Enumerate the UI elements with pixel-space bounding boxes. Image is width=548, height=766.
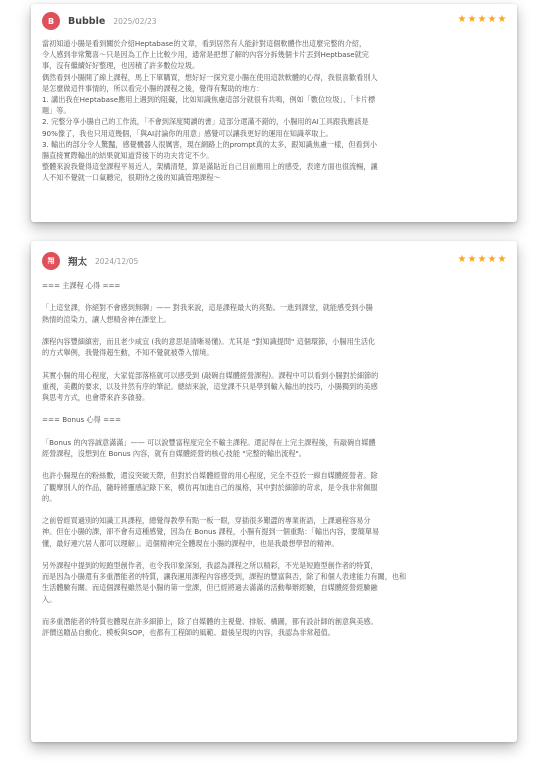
review-text-line: 其實小腸的用心程度，大家從部落格就可以感受到 (敲碗自媒體經營課程)。課程中可以看到小腸對於細節的 [42,370,379,380]
star-icon: ★ [467,14,477,25]
review-date: 2025/02/23 [113,16,157,26]
review-text-line: 了觀摩別人的作品，隨時將靈感記錄下來，模仿再加進自己的風格，其中對於細節的苛求，是令我非常佩服 [42,482,378,492]
review-text-line: 熱情的渲染力，讓人想精舍神在課堂上。 [42,314,171,324]
review-body [42,38,509,184]
avatar: B [42,12,60,30]
star-icon: ★ [497,14,507,25]
paragraph-gap [42,358,509,369]
star-rating [457,254,507,266]
review-header [42,10,509,32]
review-text-line: === 主課程 心得 === [42,281,121,290]
star-icon: ★ [477,14,487,25]
review-text-line: === Bonus 心得 === [42,415,122,425]
review-text-line: 另外課程中提到的短跑型創作者，也令我印象深刻，我認為課程之所以精彩，不光是短跑型創作者的特質， [42,560,378,570]
review-text-line: 生活體驗有關。而這個課程雖然是小腸的第一堂課，但已經將過去滿滿的活動舉辦經驗，自媒體經營經驗融 [42,583,378,593]
review-text-line: 偶然看到小腸開了線上課程，馬上下單購買，想好好一探究竟小腸在使用這款軟體的心得，我很喜歡看別人 [42,72,378,82]
paragraph-gap [42,291,509,302]
star-icon: ★ [487,254,497,265]
review-text-line: 的方式舉例，我覺得超生動，不知不覺就被帶入情境。 [42,348,214,358]
review-text-line: 1. 講出我在Heptabase應用上遇到的阻礙，比如知識焦慮這部分就很有共鳴，例如「數位垃圾」、「卡片標 [42,95,376,105]
paragraph-gap [42,549,509,560]
review-text-line: 神。但在小腸的課，卻不會有這種感覺，因為在 Bonus 課程，小腸有提到一個重點：「輸出內容，要簡單易 [42,527,380,537]
review-card [31,241,517,742]
review-text-line: 當初知道小腸是看到關於介紹Heptabase的文章，看到居然有人能針對這個軟體作出這麼完整的介紹， [42,39,367,48]
star-icon: ★ [457,14,467,25]
star-icon: ★ [477,254,487,265]
review-text-line: 令人感到非常驚喜～只是因為工作上比較少用，通常是把想了解的內容分拆幾個卡片丟到Heptbase就完 [42,50,369,60]
review-text-line: 腸直接實際輸出的結果就知道背後下的功夫肯定不少。 [42,151,214,161]
star-icon: ★ [497,254,507,265]
review-text-line: 課程內容豐細縝密，而且老少咸宜 (我的意思是清晰易懂)。尤其是 "對知識提問" 這個環節，小腸用生活化 [42,336,376,346]
review-author: Bubble [68,15,106,27]
star-icon: ★ [487,14,497,25]
review-text-line: 事，沒有繼續好好整理，也因積了許多數位垃圾。 [42,61,200,71]
review-author: 翔太 [68,257,88,268]
avatar: 翔 [42,252,60,270]
review-text-line: 整體來說我覺得這堂課程平易近人，架構清楚，算是滿貼近自己目前應用上的感受，表達方面也很流暢，讓 [42,162,378,172]
review-text-line: 入。 [42,594,57,604]
review-text-line: 而是因為小腸還有多重潛能者的特質，讓我運用課程內容感受到，課程的豐富與否，除了和個人表達能力有關，也和 [42,572,407,582]
review-text-line: 也許小腸現在的粉絲數，還沒突破天際，但對於自媒體經營的用心程度，完全不亞於一線自媒體經營者。除 [42,471,378,481]
paragraph-gap [42,504,509,515]
review-date: 2024/12/05 [95,256,139,266]
review-text-line: 2. 完整分享小腸自己的工作流，「不會到深度閱讀的書」這部分還滿不錯的，小腸用的AI工具跟我應該是 [42,117,369,127]
review-text-line: 是怎麼做這件事情的，所以看完小腸的課程之後，覺得有幫助的地方： [42,83,264,93]
review-text-line: 「Bonus 的內容誠意滿滿」—— 可以說豐富程度完全不輸主課程。還記得在上完主課程後，有敲碗自媒體 [42,437,376,447]
review-text-line: 人不知不覺就一口氣聽完，很期待之後的知識管理課程～ [42,173,221,183]
paragraph-gap [42,605,509,616]
review-text-line: 經營課程，沒想到在 Bonus 內容，就有自媒體經營的核心技能 "完整的輸出流程"。 [42,448,306,458]
review-header [42,250,509,272]
review-text-line: 3. 輸出的部分令人驚豔，感覺機器人很厲害，現在網路上的prompt真的太多，跟知識焦慮一樣，但看到小 [42,139,377,149]
star-icon: ★ [467,254,477,265]
review-text-line: 的。 [42,493,57,503]
paragraph-gap [42,459,509,470]
review-text-line: 而多重潛能者的特質也體現在許多細節上，除了自媒體的主視覺、排版、構圖，都有設計師的創意與美感。 [42,616,378,626]
paragraph-gap [42,426,509,437]
star-rating [457,14,507,26]
review-text-line: 「上這堂課，你絕對不會感到無聊」—— 對我來說，這是課程最大的亮點。一進到課堂，就能感受到小腸 [42,303,373,313]
review-body [42,280,509,638]
review-text-line: 90%像了，我也只用這幾個，「與AI討論你的用意」感覺可以讓我更好的運用在知識萃取上。 [42,128,333,138]
review-text-line: 懂，最好連穴居人都可以理解」。這個精神完全體現在小腸的課程中，也是我最想學習的精神。 [42,538,339,548]
star-icon: ★ [457,254,467,265]
paragraph-gap [42,325,509,336]
review-card [31,4,517,222]
review-text-line: 與思考方式，也會帶來許多啟發。 [42,392,150,402]
review-text-line: 重視，美觀的要求，以及井然有序的筆記。總結來說，這堂課不只是學到輸入輸出的技巧，小腸獨到的美感 [42,381,378,391]
review-text-line: 題」等。 [42,106,71,116]
review-text-line: 之前曾經買過別的知識工具課程，總覺得教學有點一板一眼，穿插很多艱澀的專業術語，上課過程容易分 [42,516,371,526]
review-text-line: 評價送贈品自動化、模板與SOP，也都有工程師的風範。最後呈現的內容，我認為非常超值。 [42,628,335,638]
paragraph-gap [42,403,509,414]
